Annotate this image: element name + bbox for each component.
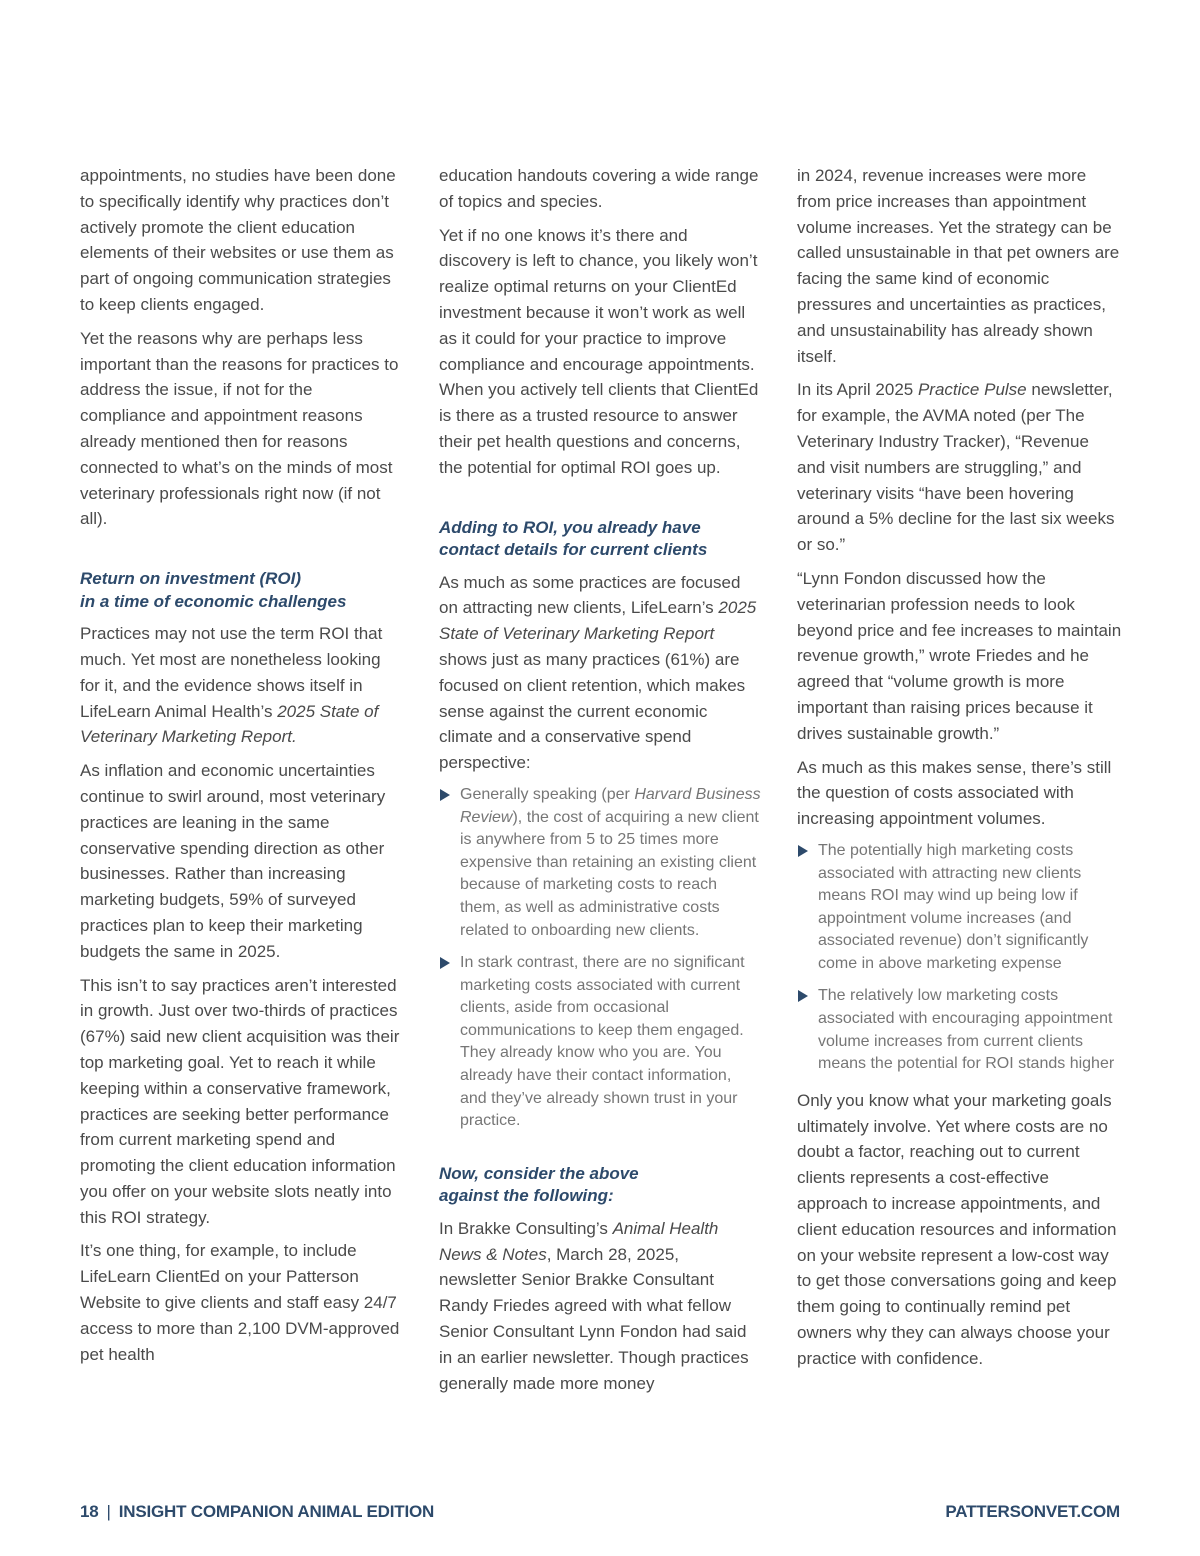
article-column-2 (439, 163, 761, 1404)
section-heading-contact-details (439, 517, 761, 562)
paragraph: This isn’t to say practices aren’t interested in growth. Just over two-thirds of practices (67%) said new client acquisition was their top marketing goal. Yet to reach it while keeping within a conservative framework, practices are seeking better performance from current marketing spend and promoting the client education information you offer on your website slots neatly into this ROI strategy. (80, 975, 400, 1227)
paragraph: Yet the reasons why are perhaps less important than the reasons for practices to address the issue, if not for the compliance and appointment reasons already mentioned then for reasons connected to what’s on the minds of most veterinary professionals right now (if not all). (80, 328, 399, 529)
paragraph: Practices may not use the term ROI that much. Yet most are nonetheless looking for it, and the evidence shows itself in LifeLearn Animal Health’s 2025 State of Veterinary Marketing Report. (80, 624, 383, 747)
bullet-list (797, 840, 1122, 1076)
paragraph: In its April 2025 Practice Pulse newsletter, for example, the AVMA noted (per The Veterinary Industry Tracker), “Revenue and visit numbers are struggling,” and veterinary visits “have been hovering around a 5% decline for the last six weeks or so.” (797, 380, 1115, 555)
newsletter-title: Practice Pulse (917, 380, 1027, 400)
section-heading-roi (80, 568, 402, 613)
triangle-bullet-icon (798, 845, 808, 857)
triangle-bullet-icon (440, 789, 450, 801)
paragraph: appointments, no studies have been done to specifically identify why practices don’t actively promote the client education elements of their websites or use them as part of ongoing communication strategies to keep clients engaged. (80, 166, 396, 314)
footer-separator: | (106, 1502, 111, 1521)
heading-line: Return on investment (ROI) (80, 569, 302, 589)
triangle-bullet-icon (798, 990, 808, 1002)
list-item: Generally speaking (per Harvard Business Review), the cost of acquiring a new client is anywhere from 5 to 25 times more expensive than retaining an existing client because of marketing costs to reach them, as well as administrative costs related to onboarding new clients. (439, 784, 761, 942)
page-number: 18 (80, 1502, 99, 1521)
heading-line: Adding to ROI, you already have (439, 517, 701, 537)
article-column-1 (80, 163, 402, 1375)
triangle-bullet-icon (440, 957, 450, 969)
paragraph: in 2024, revenue increases were more from price increases than appointment volume increases. Yet the strategy can be called unsustainable in that pet owners are facing the same kind of economic pressures and uncertainties as practices, and unsustainability has already shown itself. (797, 166, 1120, 366)
list-item: In stark contrast, there are no significant marketing costs associated with current clients, aside from occasional communications to keep them engaged. They already know who you are. You already have their contact information, and they’ve already shown trust in your practice. (439, 952, 761, 1133)
list-item: The relatively low marketing costs associated with encouraging appointment volume increases from current clients means the potential for ROI stands higher (797, 985, 1122, 1075)
page-footer (80, 1502, 1120, 1526)
bullet-list (439, 784, 761, 1133)
paragraph: As inflation and economic uncertainties continue to swirl around, most veterinary practices are leaning in the same conservative spending direction as other businesses. Rather than increasing marketing budgets, 59% of surveyed practices plan to keep their marketing budgets the same in 2025. (80, 761, 386, 961)
heading-line: against the following: (439, 1186, 614, 1206)
newsletter-title: Animal Health News & Notes (439, 1218, 719, 1264)
publication-title: INSIGHT COMPANION ANIMAL EDITION (118, 1502, 435, 1521)
paragraph: education handouts covering a wide range of topics and species. (439, 166, 759, 211)
report-title: 2025 State of Veterinary Marketing Report (439, 598, 757, 644)
website-link[interactable]: PATTERSONVET.COM (945, 1502, 1120, 1521)
footer-publication (80, 1502, 434, 1522)
paragraph: “Lynn Fondon discussed how the veterinarian profession needs to look beyond price and fee increases to maintain revenue growth,” wrote Friedes and he agreed that “volume growth is more important than raising prices because it drives sustainable growth.” (797, 568, 1122, 743)
report-title: 2025 State of Veterinary Marketing Report. (80, 701, 379, 747)
heading-line: in a time of economic challenges (80, 591, 347, 611)
paragraph: Yet if no one knows it’s there and discovery is left to chance, you likely won’t realize optimal returns on your ClientEd investment because it won’t work as well as it could for your practice to improve compliance and encourage appointments. When you actively tell clients that ClientEd is there as a trusted resource to answer their pet health questions and concerns, the potential for optimal ROI goes up. (439, 225, 759, 477)
list-item: The potentially high marketing costs associated with attracting new clients means ROI may wind up being low if appointment volume increases (and associated revenue) don’t significantly come in above marketing expense (797, 840, 1122, 976)
section-heading-consider (439, 1163, 761, 1208)
paragraph: It’s one thing, for example, to include LifeLearn ClientEd on your Patterson Website to give clients and staff easy 24/7 access to more than 2,100 DVM-approved pet health (80, 1241, 400, 1364)
paragraph: In Brakke Consulting’s Animal Health News & Notes, March 28, 2025, newsletter Senior Brakke Consultant Randy Friedes agreed with what fellow Senior Consultant Lynn Fondon had said in an earlier newsletter. Though practices generally made more money (439, 1218, 749, 1393)
paragraph: As much as some practices are focused on attracting new clients, LifeLearn’s 2025 State of Veterinary Marketing Report shows just as many practices (61%) are focused on client retention, which makes sense against the current economic climate and a conservative spend perspective: (439, 572, 757, 773)
paragraph: Only you know what your marketing goals ultimately involve. Yet where costs are no doubt a factor, reaching out to current clients represents a cost-effective approach to increase appointments, and client education resources and information on your website represent a low-cost way to get those conversations going and keep them going to continually remind pet owners why they can always choose your practice with confidence. (797, 1090, 1117, 1368)
heading-line: contact details for current clients (439, 540, 708, 560)
article-column-3 (797, 163, 1122, 1380)
heading-line: Now, consider the above (439, 1163, 639, 1183)
paragraph: As much as this makes sense, there’s still the question of costs associated with increasing appointment volumes. (797, 757, 1112, 829)
